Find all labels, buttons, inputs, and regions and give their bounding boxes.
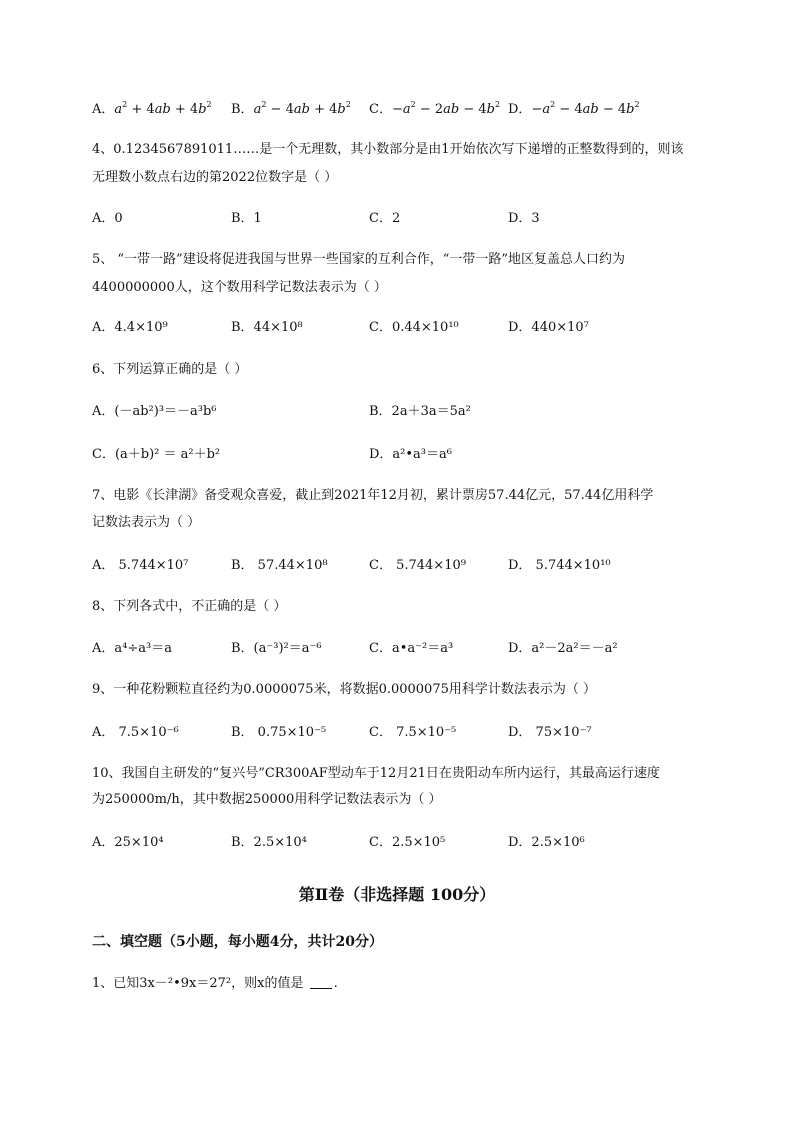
q10-option-c: C．2.5×10⁵ <box>369 835 446 850</box>
answer-blank[interactable] <box>310 976 332 989</box>
q4-option-c: C．2 <box>369 211 401 226</box>
q8-option-b: B．(a⁻³)²＝a⁻⁶ <box>231 641 322 656</box>
q7-stem-line1: 7、电影《长津湖》备受观众喜爱，截止到2021年12月初，累计票房57.44亿元，57.44亿用科学 <box>92 488 654 503</box>
q5-stem-line1: 5、 “一带一路”建设将促进我国与世界一些国家的互利合作，“一带一路”地区复盖总人口约为 <box>92 252 625 267</box>
q3-option-b: B．$a^2 - 4ab + 4b^2$ <box>231 100 351 117</box>
fill-question-1-end: . <box>333 976 338 991</box>
q9-option-b: B． 0.75×10⁻⁵ <box>231 725 327 740</box>
q3-option-d: D．$-a^2 - 4ab - 4b^2$ <box>508 100 640 117</box>
q8-option-c: C．a•a⁻²＝a³ <box>369 641 454 656</box>
q10-option-d: D．2.5×10⁶ <box>508 835 585 850</box>
q6-option-b: B．2a＋3a＝5a² <box>369 404 471 419</box>
q4-option-a: A．0 <box>92 211 123 226</box>
section-title: 第Ⅱ卷（非选择题 100分） <box>298 885 496 904</box>
q3-option-a: A．$a^2 + 4ab + 4b^2$ <box>92 100 212 117</box>
fill-question-1 <box>92 974 338 994</box>
q5-option-b: B．44×10⁸ <box>231 320 303 335</box>
q10-option-a: A．25×10⁴ <box>92 835 164 850</box>
q7-option-c: C． 5.744×10⁹ <box>369 558 466 573</box>
q6-stem: 6、下列运算正确的是（ ） <box>92 362 248 377</box>
q5-stem-line2: 4400000000人，这个数用科学记数法表示为（ ） <box>92 280 387 295</box>
q10-stem-line1: 10、我国自主研发的“复兴号”CR300AF型动车于12月21日在贵阳动车所内运行，其最高运行速度 <box>92 766 660 781</box>
q10-option-b: B．2.5×10⁴ <box>231 835 307 850</box>
q7-option-b: B． 57.44×10⁸ <box>231 558 328 573</box>
q6-option-a: A．(－ab²)³＝－a³b⁶ <box>92 404 217 419</box>
q4-stem-line1: 4、0.1234567891011……是一个无理数，其小数部分是由1开始依次写下递增的正整数得到的，则该 <box>92 142 684 157</box>
q9-option-c: C． 7.5×10⁻⁵ <box>369 725 457 740</box>
q9-option-a: A． 7.5×10⁻⁶ <box>92 725 179 740</box>
q5-option-a: A．4.4×10⁹ <box>92 320 168 335</box>
q4-option-b: B．1 <box>231 211 262 226</box>
q9-option-d: D． 75×10⁻⁷ <box>508 725 592 740</box>
q6-option-d: D．a²•a³＝a⁶ <box>369 447 452 462</box>
q10-stem-line2: 为250000m/h，其中数据250000用科学记数法表示为（ ） <box>92 792 442 807</box>
q8-option-a: A．a⁴÷a³＝a <box>92 641 172 656</box>
q5-option-c: C．0.44×10¹⁰ <box>369 320 459 335</box>
q8-option-d: D．a²－2a²＝－a² <box>508 641 618 656</box>
q3-option-c: C．$-a^2 - 2ab - 4b^2$ <box>369 100 501 117</box>
q9-stem: 9、一种花粉颗粒直径约为0.0000075米，将数据0.0000075用科学计数法表示为（ ） <box>92 682 597 697</box>
q5-option-d: D．440×10⁷ <box>508 320 589 335</box>
q8-stem: 8、下列各式中，不正确的是（ ） <box>92 599 287 614</box>
section-heading: 二、填空题（5小题，每小题4分，共计20分） <box>92 934 383 950</box>
q4-stem-line2: 无理数小数点右边的第2022位数字是（ ） <box>92 170 338 185</box>
q7-option-d: D． 5.744×10¹⁰ <box>508 558 611 573</box>
q4-option-d: D．3 <box>508 211 540 226</box>
q7-option-a: A． 5.744×10⁷ <box>92 558 189 573</box>
q6-option-c: C．(a＋b)² ＝ a²＋b² <box>92 447 221 462</box>
fill-question-1-text: 1、已知3x－²•9x＝27²，则x的值是 <box>92 976 304 991</box>
q7-stem-line2: 记数法表示为（ ） <box>92 515 201 530</box>
